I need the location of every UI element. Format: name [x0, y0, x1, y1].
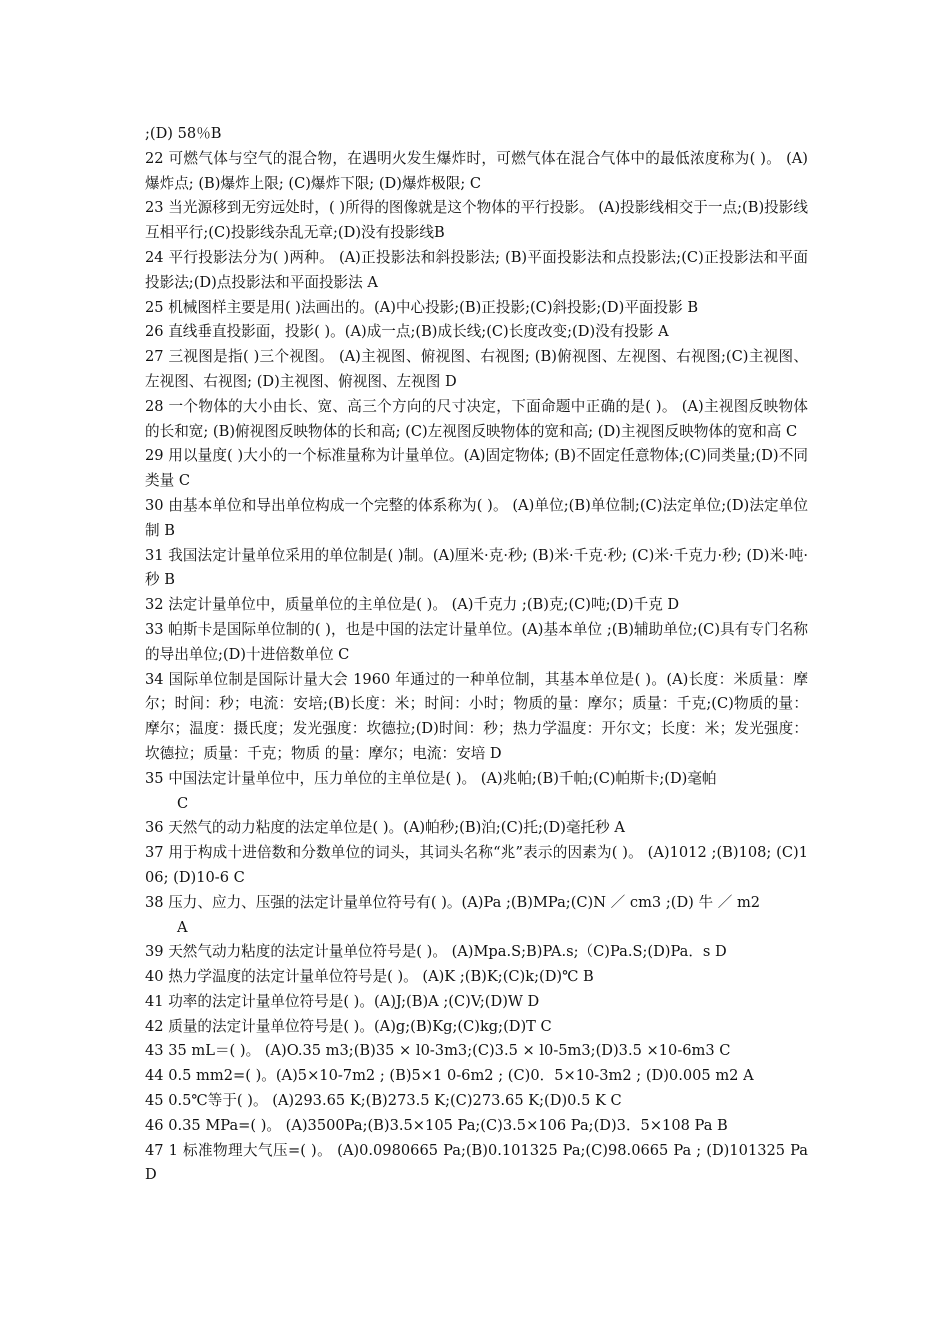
- question-35: 35 中国法定计量单位中，压力单位的主单位是( )。 (A)兆帕;(B)千帕;(C)帕斯卡;(D)毫帕: [145, 769, 717, 787]
- question-41: 41 功率的法定计量单位符号是( )。(A)J;(B)A ;(C)V;(D)W D: [145, 992, 540, 1010]
- question-35-answer: C: [177, 794, 189, 812]
- question-33: 33 帕斯卡是国际单位制的( )，也是中国的法定计量单位。(A)基本单位 ;(B)辅助单位;(C)具有专门名称的导出单位;(D)十进倍数单位 C: [145, 620, 808, 663]
- question-25: 25 机械图样主要是用( )法画出的。(A)中心投影;(B)正投影;(C)斜投影;(D)平面投影 B: [145, 298, 699, 316]
- question-38-answer: A: [177, 918, 188, 936]
- question-40: 40 热力学温度的法定计量单位符号是( )。 (A)K ;(B)K;(C)k;(D)℃ B: [145, 968, 594, 986]
- question-42: 42 质量的法定计量单位符号是( )。(A)g;(B)Kg;(C)kg;(D)T C: [145, 1017, 552, 1035]
- question-24: 24 平行投影法分为( )两种。 (A)正投影法和斜投影法; (B)平面投影法和点投影法;(C)正投影法和平面投影法;(D)点投影法和平面投影法 A: [145, 248, 808, 291]
- question-38: 38 压力、应力、压强的法定计量单位符号有( )。(A)Pa ;(B)MPa;(C)N ／ cm3 ;(D) 牛 ／ m2: [145, 893, 761, 911]
- question-47: 47 1 标准物理大气压=( )。 (A)0.0980665 Pa;(B)0.101325 Pa;(C)98.0665 Pa ; (D)101325 Pa D: [145, 1141, 808, 1184]
- question-34: 34 国际单位制是国际计量大会 1960 年通过的一种单位制，其基本单位是( )。(A)长度：米质量：摩尔；时间：秒；电流：安培;(B)长度：米；时间：小时；物质的量：摩尔；质量：千克;(C)物质的量：摩尔；温度：摄氏度；发光强度：坎德拉;(D)时间：秒；热力学温度：开尔文；长度：米；发光强度：坎德拉；质量：千克；物质 的量：摩尔；电流：安培 D: [145, 670, 808, 762]
- question-39: 39 天然气动力粘度的法定计量单位符号是( )。 (A)Mpa.S;B)PA.s;（C)Pa.S;(D)Pa．s D: [145, 943, 727, 961]
- question-36: 36 天然气的动力粘度的法定单位是( )。(A)帕秒;(B)泊;(C)托;(D)毫托秒 A: [145, 819, 625, 837]
- question-26: 26 直线垂直投影面，投影( )。(A)成一点;(B)成长线;(C)长度改变;(D)没有投影 A: [145, 323, 669, 341]
- question-23: 23 当光源移到无穷远处时，( )所得的图像就是这个物体的平行投影。 (A)投影线相交于一点;(B)投影线互相平行;(C)投影线杂乱无章;(D)没有投影线B: [145, 199, 808, 242]
- question-31: 31 我国法定计量单位采用的单位制是( )制。(A)厘米·克·秒; (B)米·千克·秒; (C)米·千克力·秒; (D)米·吨·秒 B: [145, 546, 808, 589]
- question-30: 30 由基本单位和导出单位构成一个完整的体系称为( )。 (A)单位;(B)单位制;(C)法定单位;(D)法定单位制 B: [145, 496, 808, 539]
- question-32: 32 法定计量单位中，质量单位的主单位是( )。 (A)千克力 ;(B)克;(C)吨;(D)千克 D: [145, 596, 680, 614]
- question-46: 46 0.35 MPa=( )。 (A)3500Pa;(B)3.5×105 Pa;(C)3.5×106 Pa;(D)3．5×108 Pa B: [145, 1116, 728, 1134]
- question-27: 27 三视图是指( )三个视图。 (A)主视图、俯视图、右视图; (B)俯视图、左视图、右视图;(C)主视图、左视图、右视图; (D)主视图、俯视图、左视图 D: [145, 348, 808, 390]
- question-43: 43 35 mL＝( )。 (A)O.35 m3;(B)35 × l0-3m3;(C)3.5 × l0-5m3;(D)3.5 ×10-6m3 C: [145, 1042, 731, 1060]
- text-line: ;(D) 58％B: [145, 125, 222, 142]
- question-45: 45 0.5℃等于( )。 (A)293.65 K;(B)273.5 K;(C)273.65 K;(D)0.5 K C: [145, 1092, 622, 1110]
- question-44: 44 0.5 mm2=( )。(A)5×10-7m2 ; (B)5×1 0-6m2 ; (C)0．5×10-3m2 ; (D)0.005 m2 A: [145, 1067, 754, 1085]
- question-29: 29 用以量度( )大小的一个标准量称为计量单位。(A)固定物体; (B)不固定任意物体;(C)同类量;(D)不同类量 C: [145, 447, 808, 490]
- question-28: 28 一个物体的大小由长、宽、高三个方向的尺寸决定，下面命题中正确的是( )。 (A)主视图反映物体的长和宽; (B)俯视图反映物体的长和高; (C)左视图反映物体的宽和高; (D)主视图反映物体的宽和高 C: [145, 397, 808, 440]
- question-22: 22 可燃气体与空气的混合物，在遇明火发生爆炸时，可燃气体在混合气体中的最低浓度称为( )。 (A)爆炸点; (B)爆炸上限; (C)爆炸下限; (D)爆炸极限; C: [145, 149, 808, 192]
- question-37: 37 用于构成十进倍数和分数单位的词头，其词头名称“兆”表示的因素为( )。 (A)1012 ;(B)108; (C)106; (D)10-6 C: [145, 844, 808, 886]
- document-page: [145, 122, 808, 1188]
